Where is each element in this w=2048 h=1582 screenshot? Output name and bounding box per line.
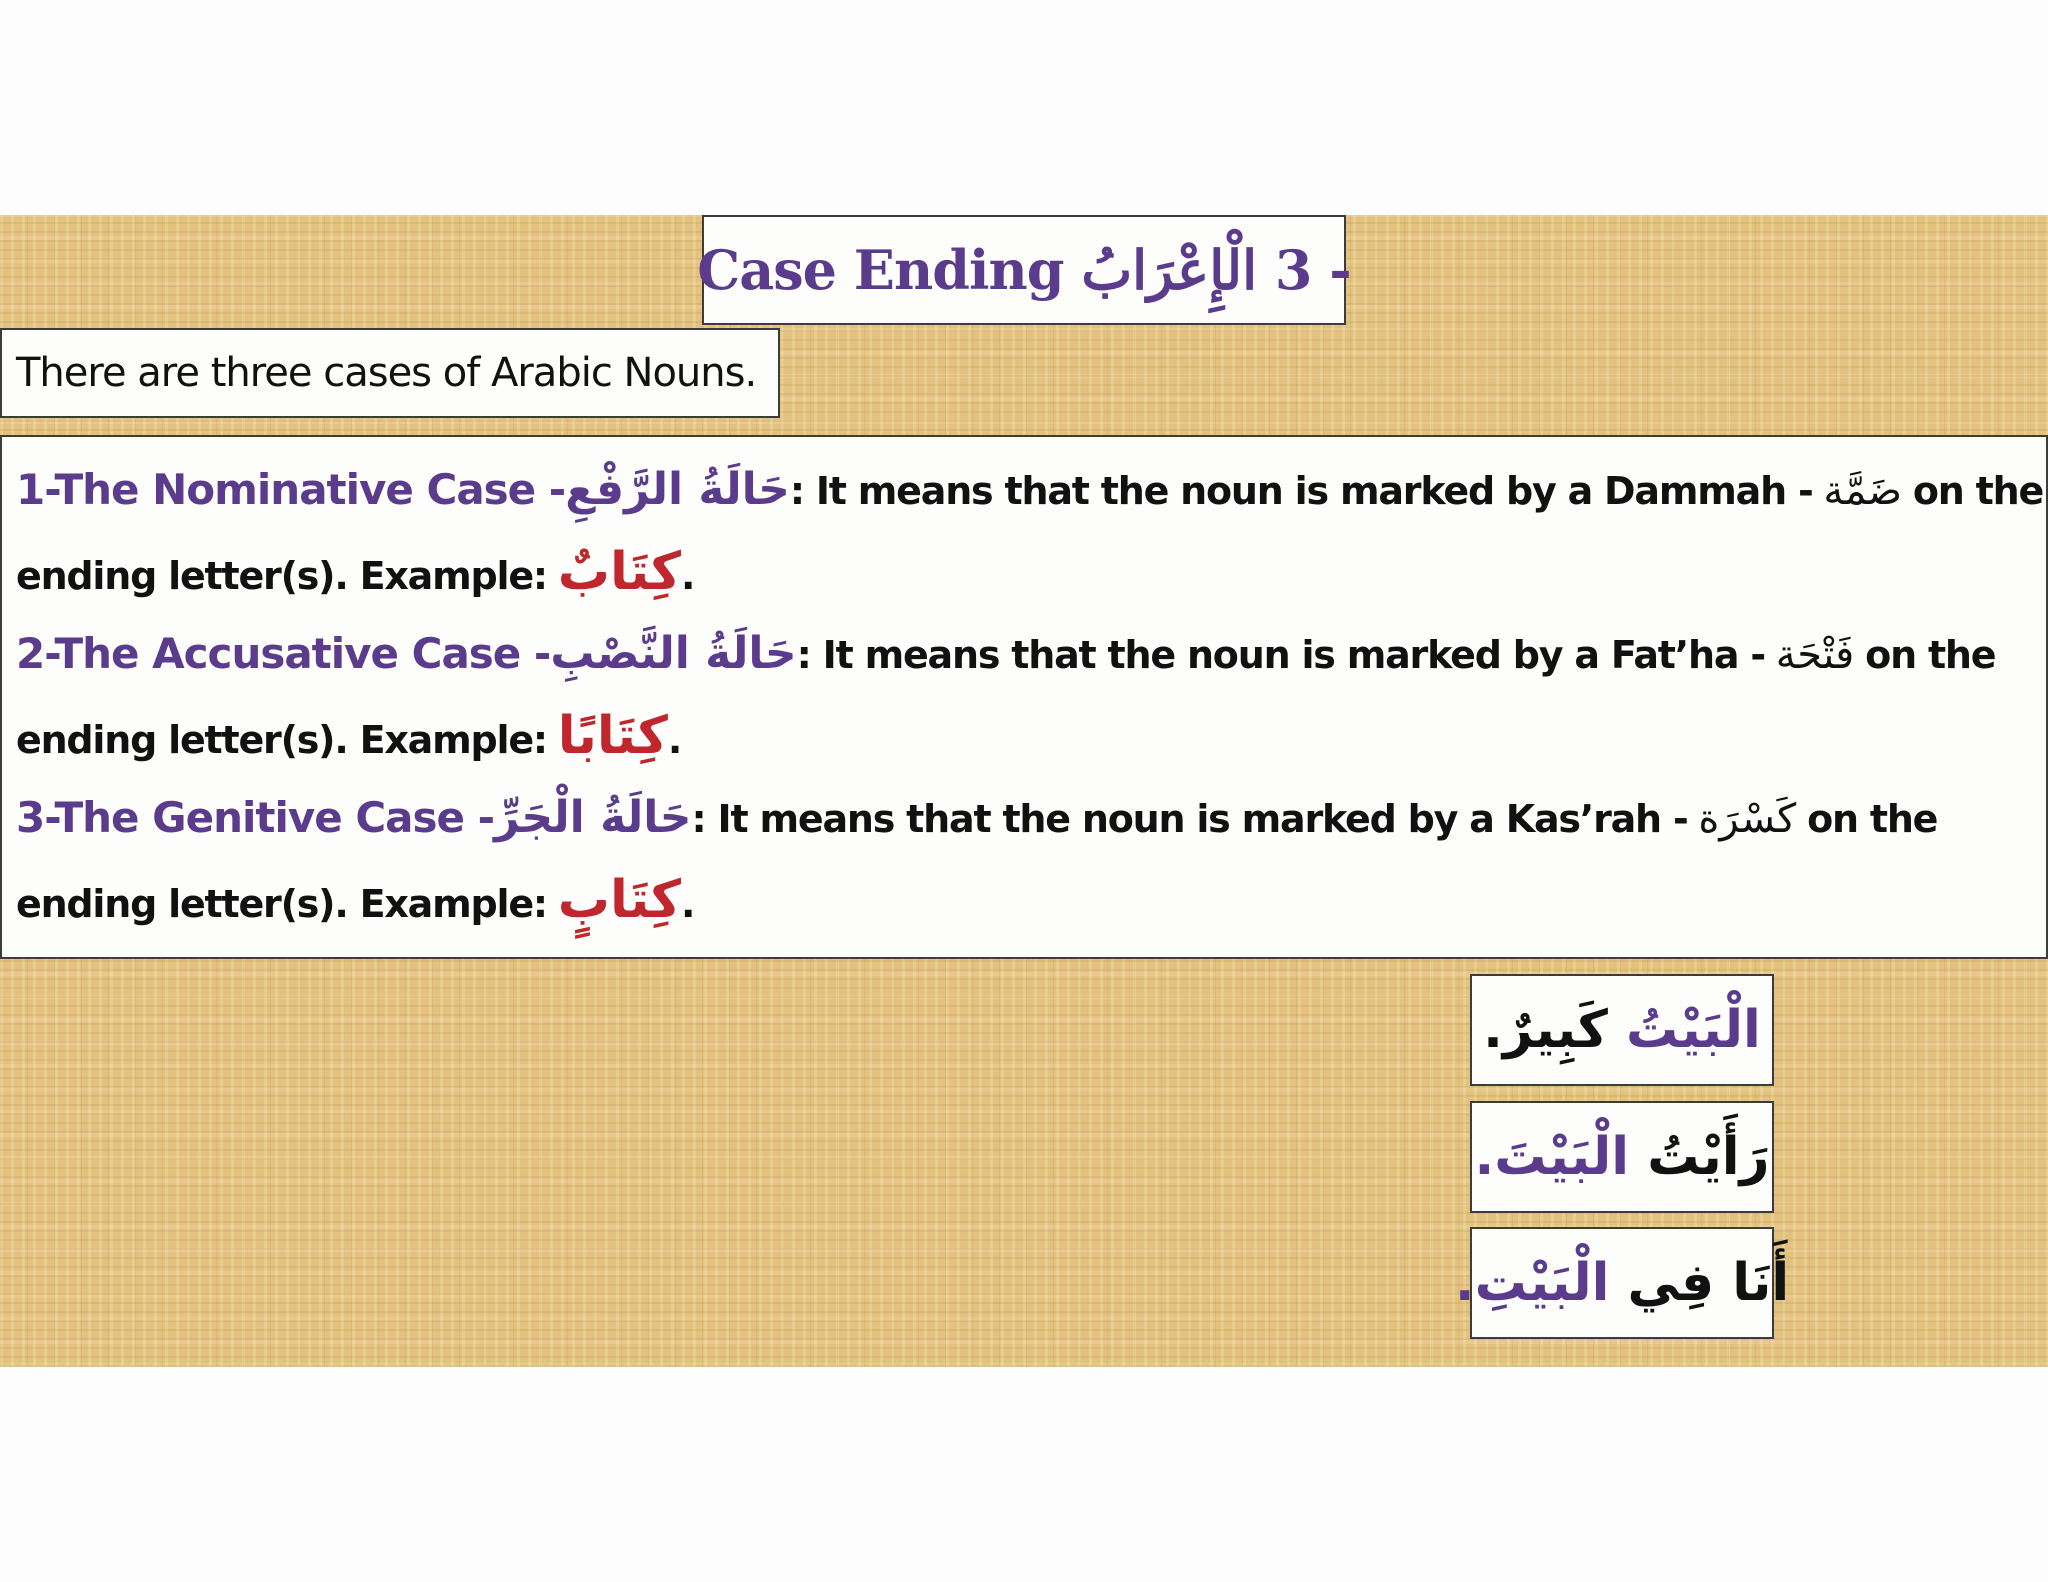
case-2-arabic-name: حَالَةُ النَّصْبِ bbox=[550, 628, 797, 679]
case-1-line-1 bbox=[16, 449, 2046, 531]
case-3-desc: : It means that the noun is marked by a Kas’rah - bbox=[691, 797, 1688, 841]
case-2-tail: on the bbox=[1865, 633, 1996, 677]
sentence-accusative-box bbox=[1470, 1101, 1774, 1213]
case-2-line2: ending letter(s). Example: bbox=[16, 718, 547, 762]
sentence-genitive-box bbox=[1454, 1227, 1790, 1339]
page-title bbox=[697, 238, 1350, 302]
sentence-accusative bbox=[1474, 1127, 1769, 1187]
case-3-mark-arabic: كَسْرَة bbox=[1698, 796, 1797, 842]
case-3-line-2 bbox=[16, 859, 2046, 941]
title-box bbox=[697, 215, 1351, 325]
case-2-line-2 bbox=[16, 695, 2046, 777]
case-2-heading: 2-The Accusative Case - bbox=[16, 629, 551, 678]
case-3-end: . bbox=[681, 882, 695, 926]
case-2-end: . bbox=[667, 718, 682, 762]
case-1-example: كِتَابٌ bbox=[557, 542, 682, 602]
sentence-nominative-box bbox=[1470, 974, 1774, 1086]
case-2-mark-arabic: فَتْحَة bbox=[1775, 632, 1855, 678]
sentence-2-highlight: الْبَيْتَ. bbox=[1474, 1127, 1630, 1187]
case-3-line-1 bbox=[16, 777, 2046, 859]
case-1-line-2 bbox=[16, 531, 2046, 613]
case-3-heading: 3-The Genitive Case - bbox=[16, 793, 495, 842]
sentence-2-pre: رَأَيْتُ bbox=[1647, 1127, 1770, 1187]
title-arabic: الْإِعْرَابُ bbox=[1081, 238, 1258, 302]
case-1-arabic-name: حَالَةُ الرَّفْعِ bbox=[565, 464, 790, 515]
intro-text: There are three cases of Arabic Nouns. bbox=[16, 350, 757, 396]
title-english: Case Ending bbox=[697, 238, 1064, 302]
cases-box bbox=[0, 435, 2048, 959]
case-1-desc: : It means that the noun is marked by a Dammah - bbox=[789, 469, 1813, 513]
slide-background bbox=[0, 215, 2048, 1367]
sentence-genitive bbox=[1455, 1253, 1789, 1313]
sentence-1-rest: كَبِيرٌ. bbox=[1483, 1000, 1608, 1060]
case-2-example: كِتَابًا bbox=[557, 706, 668, 766]
case-1-tail: on the bbox=[1912, 469, 2044, 513]
case-1-heading: 1-The Nominative Case - bbox=[16, 465, 566, 514]
title-number: 3 - bbox=[1274, 238, 1351, 302]
case-3-arabic-name: حَالَةُ الْجَرِّ bbox=[494, 792, 692, 843]
sentence-3-pre: أَنَا فِي bbox=[1627, 1253, 1790, 1313]
case-2-desc: : It means that the noun is marked by a Fat’ha - bbox=[796, 633, 1765, 677]
sentence-nominative bbox=[1483, 1000, 1761, 1060]
case-3-line2: ending letter(s). Example: bbox=[16, 882, 547, 926]
case-3-tail: on the bbox=[1807, 797, 1938, 841]
case-1-mark-arabic: ضَمَّة bbox=[1823, 468, 1902, 514]
intro-box bbox=[0, 328, 780, 418]
sentence-3-highlight: الْبَيْتِ. bbox=[1454, 1253, 1610, 1313]
case-2-line-1 bbox=[16, 613, 2046, 695]
sentence-1-highlight: الْبَيْتُ bbox=[1626, 1000, 1761, 1060]
case-1-end: . bbox=[681, 554, 695, 598]
case-1-line2: ending letter(s). Example: bbox=[16, 554, 547, 598]
case-3-example: كِتَابٍ bbox=[557, 870, 682, 930]
